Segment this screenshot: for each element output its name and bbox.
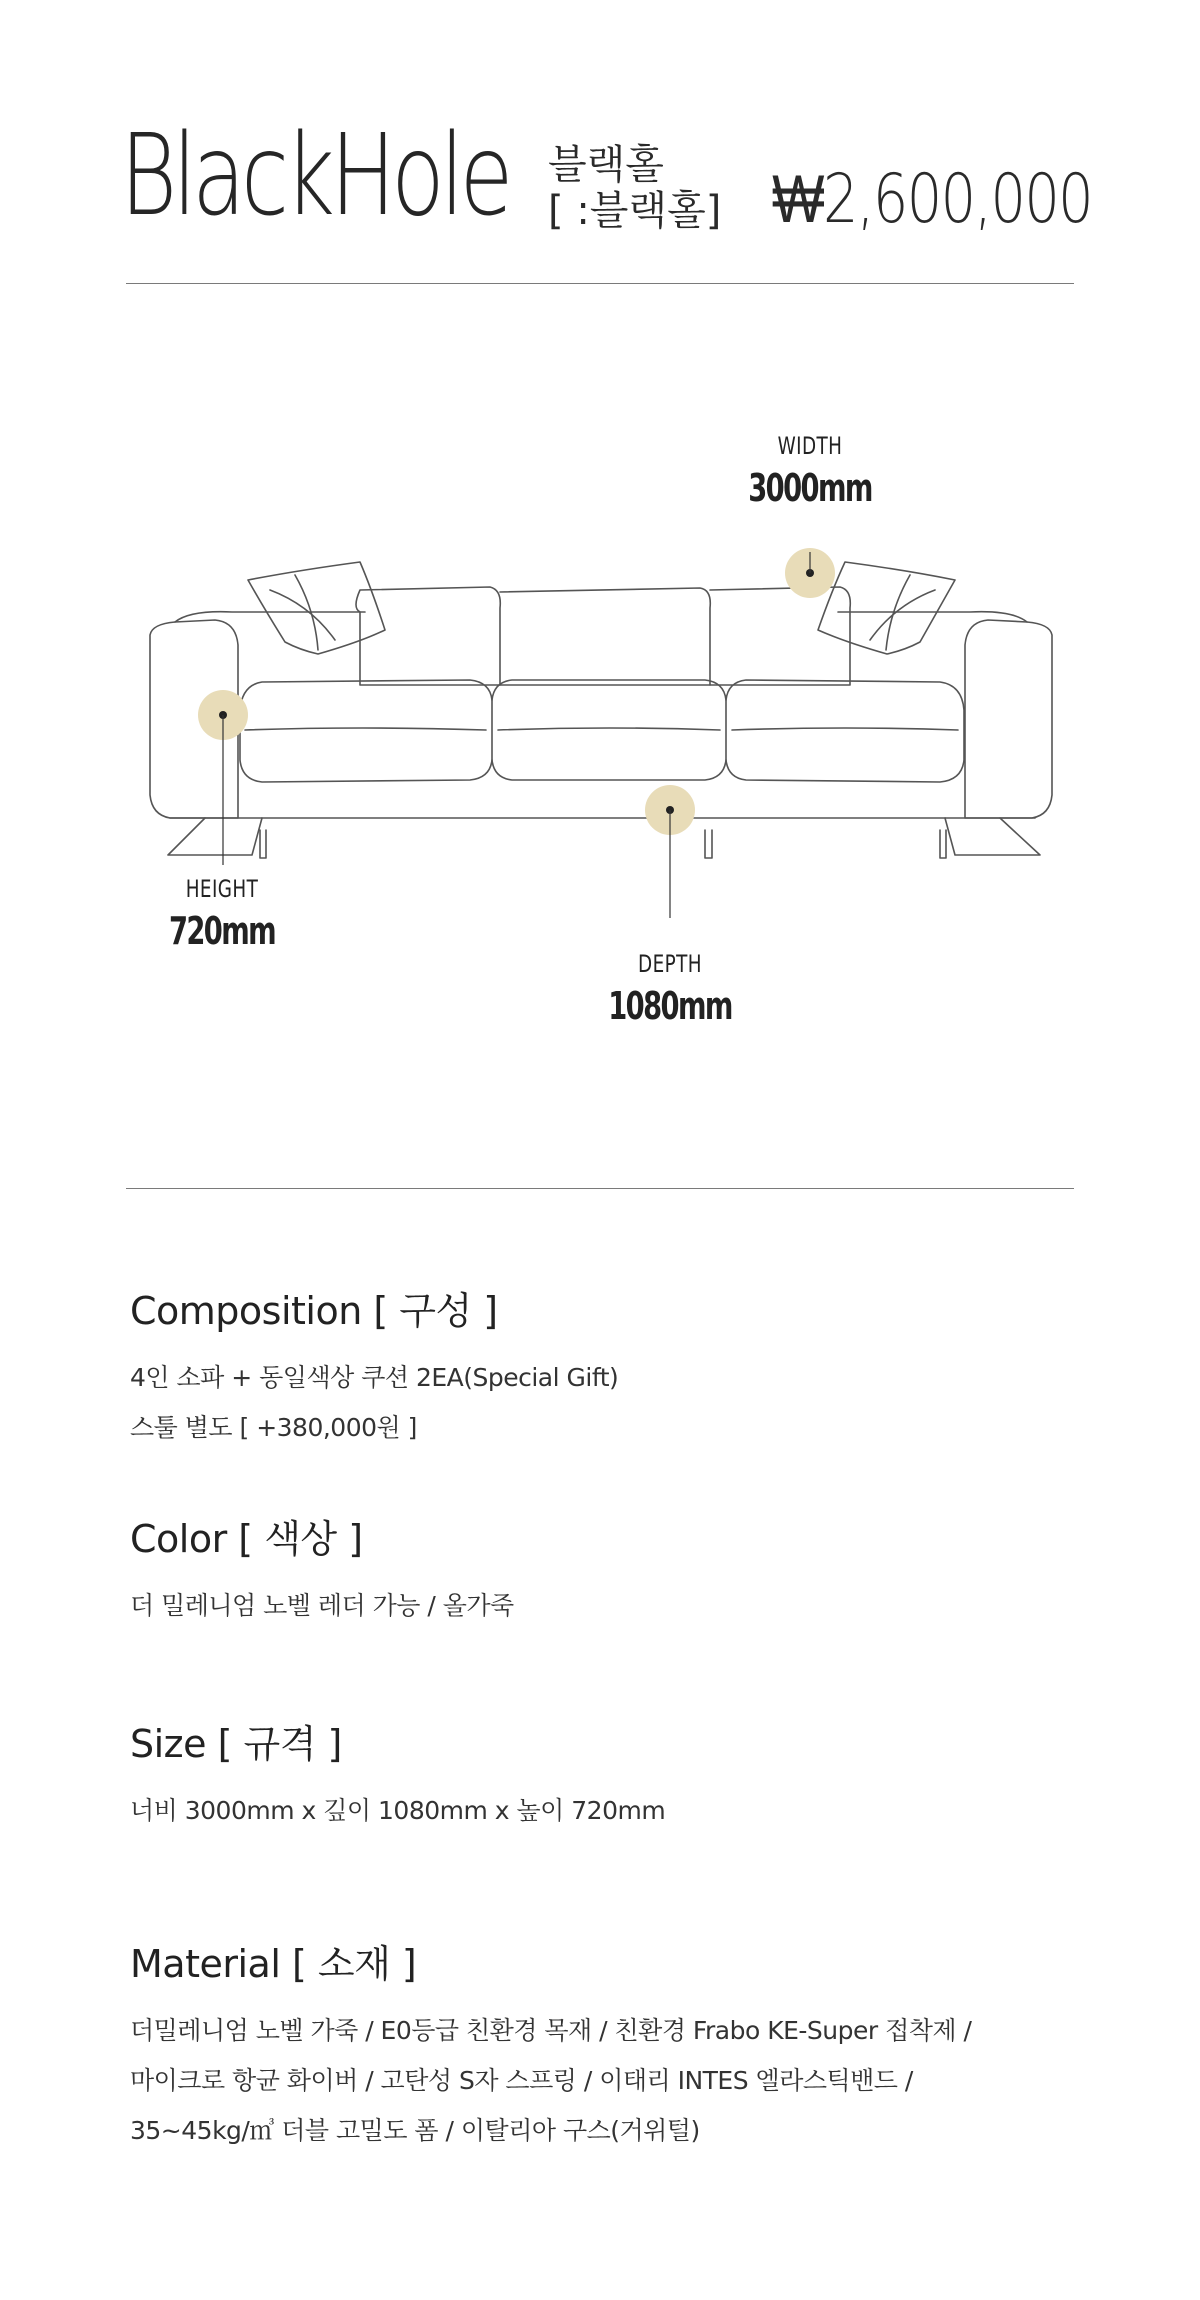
korean-name-bracket-line: [ :블랙홀] <box>548 188 722 234</box>
color-title: Color [ 색상 ] <box>130 1517 363 1561</box>
korean-name-line: 블랙홀 <box>548 142 664 188</box>
dimension-markers <box>198 548 835 918</box>
product-korean-name <box>548 142 721 234</box>
size-line: 너비 3000mm x 깊이 1080mm x 높이 720mm <box>130 1796 666 1825</box>
material-line: 더밀레니엄 노벨 가죽 / E0등급 친환경 목재 / 친환경 Frabo KE-Super 접착제 / <box>130 2016 972 2045</box>
header-divider <box>126 283 1074 284</box>
material-title: Material [ 소재 ] <box>130 1942 417 1986</box>
spec-material <box>130 1933 971 2156</box>
depth-dimension <box>593 950 747 1028</box>
spec-color <box>130 1508 514 1631</box>
depth-value: 1080mm <box>608 984 732 1028</box>
product-brand-name: BlackHole <box>120 111 509 241</box>
diagram-divider <box>126 1188 1074 1189</box>
product-header <box>0 0 1200 290</box>
depth-label: DEPTH <box>638 950 702 978</box>
composition-line: 스툴 별도 [ +380,000원 ] <box>130 1413 417 1442</box>
height-value: 720mm <box>168 909 276 953</box>
composition-title: Composition [ 구성 ] <box>130 1289 498 1333</box>
width-dimension <box>733 432 887 510</box>
color-line: 더 밀레니엄 노벨 레더 가능 / 올가죽 <box>130 1591 514 1620</box>
width-label: WIDTH <box>777 432 843 460</box>
sofa-dimension-diagram <box>0 290 1200 1190</box>
size-title: Size [ 규격 ] <box>130 1722 342 1766</box>
composition-line: 4인 소파 + 동일색상 쿠션 2EA(Special Gift) <box>130 1363 619 1392</box>
product-price: ₩2,600,000 <box>772 160 1093 239</box>
spec-composition <box>130 1280 618 1453</box>
sofa-illustration <box>0 290 1200 1190</box>
spec-size <box>130 1713 665 1836</box>
width-value: 3000mm <box>748 466 872 510</box>
material-line: 35~45kg/㎥ 더블 고밀도 폼 / 이탈리아 구스(거위털) <box>130 2116 700 2145</box>
height-label: HEIGHT <box>185 875 259 903</box>
height-dimension <box>156 875 289 953</box>
material-line: 마이크로 항균 화이버 / 고탄성 S자 스프링 / 이태리 INTES 엘라스틱밴드 / <box>130 2066 913 2095</box>
